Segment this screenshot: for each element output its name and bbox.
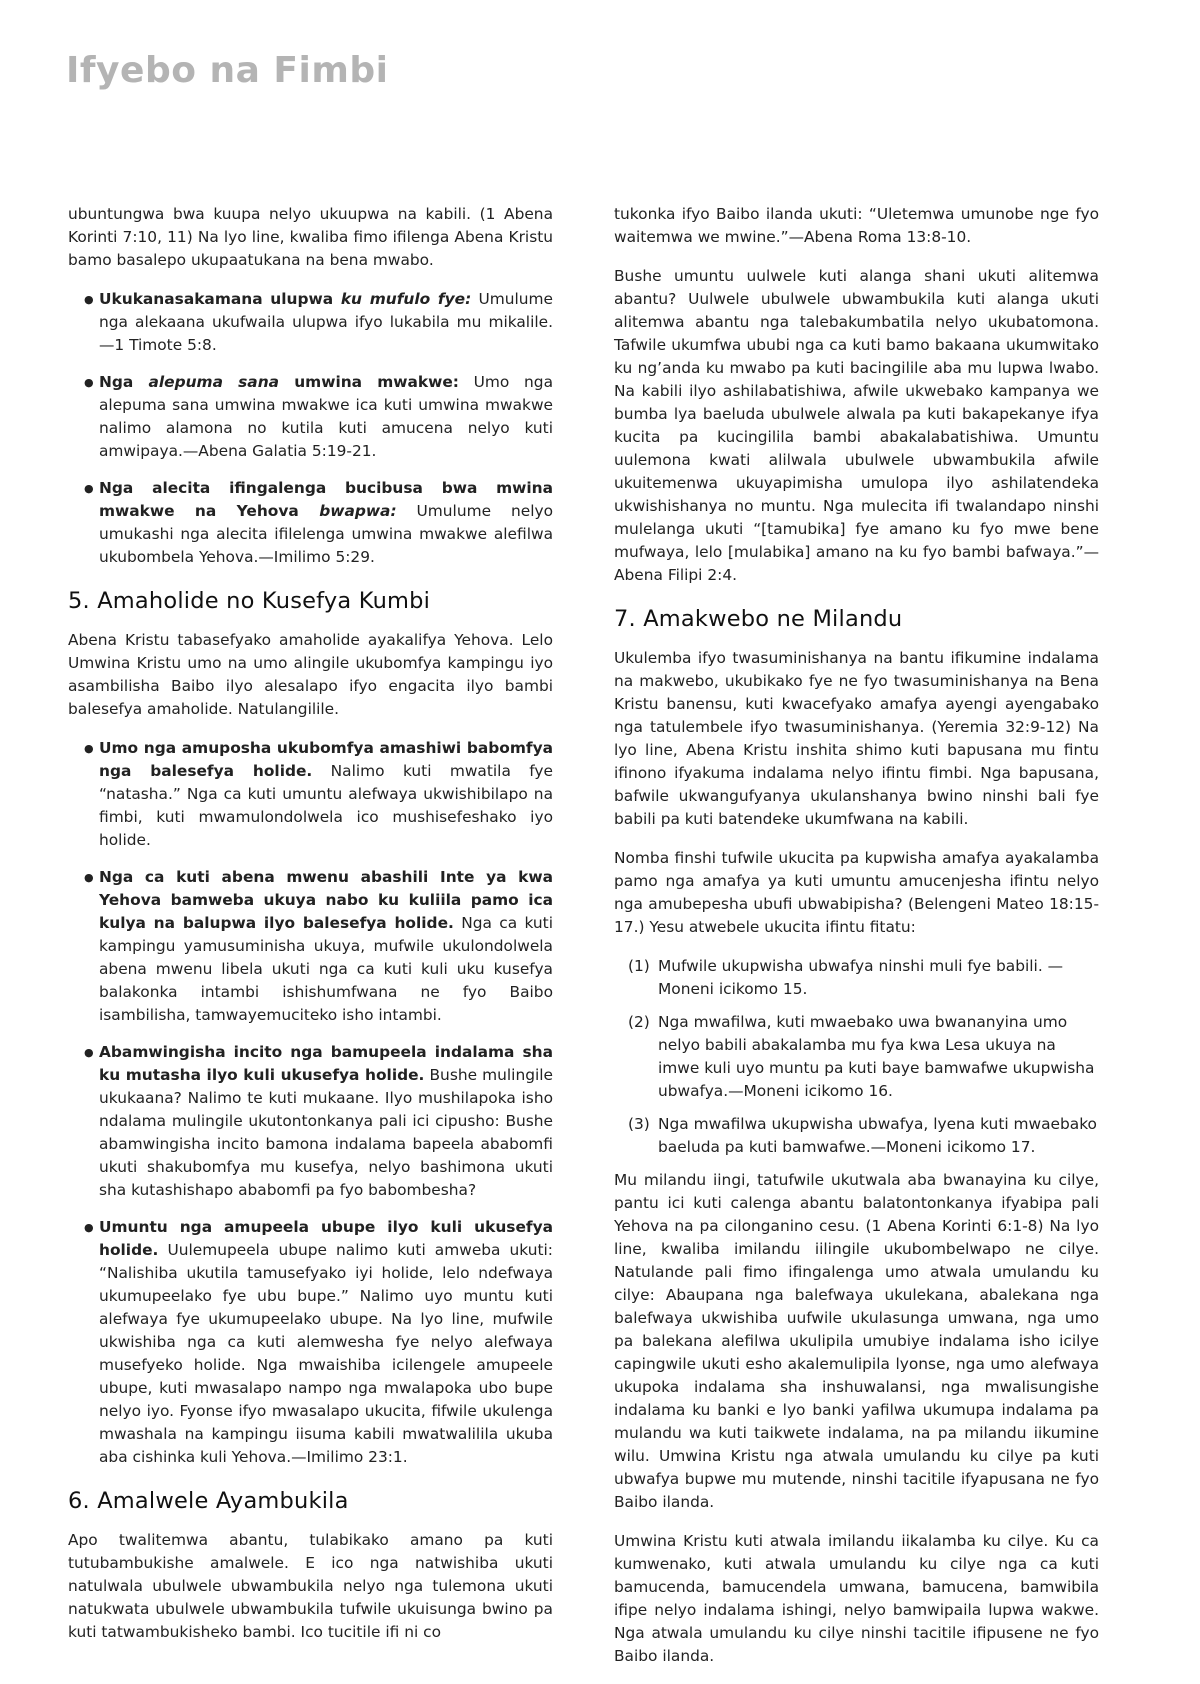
bullet-lead: Abamwingisha incito nga bamupeela indalama sha ku mutasha ilyo kuli ukusefya holide. [99,1043,553,1084]
step-item [628,1011,1099,1103]
bullet-list-holidays [68,737,553,1469]
bullet-lead: Umo nga amuposha ukubomfya amashiwi babomfya nga balesefya holide. [99,739,553,780]
right-column [614,203,1099,1684]
bullet-lead: Nga ca kuti abena mwenu abashili Inte ya kwa Yehova bamweba ukuya nabo ku kuliila pamo ica kulya na balupwa ilyo balesefya holide. [99,868,553,932]
step-item [628,955,1099,1001]
paragraph-diseases-love: Bushe umuntu uulwele kuti alanga shani ukuti alitemwa abantu? Uulwele ubulwele ubwambukila kuti alanga ukuti alitemwa abantu nga talebakumbatila nelyo ukubatomona. Tafwile ukumfwa ububi nga ca kuti bamo bakaana ukumwitako ku ng’anda ku mwabo pa kuti bacingilile aba mu lupwa lwabo. Na kabili ilyo ashilabatishiwa, afwile ukwebako kampanya we bumba lya baeluda ubulwele alwala pa kuti bakapekanye ifya kucita pa kucingilila bambi abakalabatishiwa. Umuntu uulemona kwati alilwala ubulwele ubwambukila afwile ukuitemenwa ukuyapimisha umulopa ilyo ashilatendeka ukwishishanya no muntu. Nga mulecita ifi twalandapo ninshi mulelanga ukuti “[tamubika] fye amano ku fyo mwe bene mufwaya, lelo [mulabika] amano na ku fyo bambi bafwaya.”—Abena Filipi 2:4. [614,267,1099,584]
bullet-text: Nga ca kuti kampingu yamusuminisha ukuya, mufwile ukulondolwela abena mwenu libela ukuti nga ca kuti kuli uku kusefya balakonka intambi ishishumfwana ne fyo Baibo isambilisha, tamwayemuciteko isho intambi. [99,914,553,1024]
section-heading-5: 5. Amaholide no Kusefya Kumbi [68,588,431,614]
bullet-lead-emphasis: bwapwa: [319,502,397,520]
bullet-list-separation [68,288,553,569]
numbered-steps [614,955,1099,1159]
section-heading-6: 6. Amalwele Ayambukila [68,1488,349,1514]
bullet-item [84,1216,553,1469]
bullet-text: Bushe mulingile ukukaana? Nalimo te kuti mukaane. Ilyo mushilapoka isho ndalama mulingile ukutontonkanya pali ici cipusho: Bushe abamwingisha incito bamona indalama bapeela ababomfi ukuti shakubomfya mu kusefya, nelyo bashimona ukuti sha kutashishapo ababomfi pa fyo babombesha? [99,1066,553,1199]
paragraph-problems: Nomba finshi tufwile ukucita pa kupwisha amafya ayakalamba pamo nga amafya ya kuti umuntu amucenjesha ifintu nelyo nga amubepesha ubufi ubwabipisha? (Belengeni Mateo 18:15-17.) Yesu atwebele ukucita ifintu fitatu: [614,849,1099,936]
bullet-item [84,866,553,1027]
bullet-item [84,737,553,852]
bullet-lead-emphasis: ku mufulo fye: [340,290,472,308]
step-text: Mufwile ukupwisha ubwafya ninshi muli fye babili. —Moneni icikomo 15. [658,957,1063,998]
step-number: (3) [628,1115,650,1133]
bullet-text: Uulemupeela ubupe nalimo kuti amweba ukuti: “Nalishiba ukutila tamusefyako iyi holide, lelo ndefwaya ukumupeelako fye ubu bupe.” Nalimo uyo muntu kuti alefwaya fye ukumupeelako ubupe. Na lyo line, mufwile ukwishiba nga ca kuti alemwesha fye nelyo alefwaya musefyeko holide. Nga mwaishiba icilengele amupeele ubupe, kuti mwasalapo nampo nga mwalapoka ubo bupe nelyo iyo. Fyonse ifyo mwasalapo ukucita, fifwile ukulenga mwashala na kampingu iisuma kabili mwatwalilila ukuba aba cishinka kuli Yehova.—Imilimo 23:1. [99,1241,553,1466]
bullet-text: Nalimo kuti mwatila fye “natasha.” Nga ca kuti umuntu alefwaya ukwishibilapo na fimbi, kuti mwamulondolwela ico mushisefeshako iyo holide. [99,762,553,849]
bullet-item [84,1041,553,1202]
paragraph-diseases: Apo twalitemwa abantu, tulabikako amano pa kuti tutubambukishe amalwele. E ico nga natwishiba ukuti natulwala ubulwele ubwambukila nelyo nga tulemona ukuti natukwata ubulwele ubwambukila tufwile ukuisunga bwino pa kuti tatwambukisheko bambi. Ico tucitile ifi ni co [68,1531,553,1641]
paragraph-diseases-continued: tukonka ifyo Baibo ilanda ukuti: “Uletemwa umunobe nge fyo waitemwa we mwine.”—Abena Roma 13:8-10. [614,205,1099,246]
bullet-text: Umulume nga alekaana ukufwaila ulupwa ifyo lukabila mu mikalile.—1 Timote 5:8. [99,290,553,354]
step-number: (2) [628,1013,650,1031]
paragraph-intro: ubuntungwa bwa kuupa nelyo ukuupwa na kabili. (1 Abena Korinti 7:10, 11) Na lyo line, kwaliba fimo ifilenga Abena Kristu bamo basalepo ukupaatukana na bena mwabo. [68,205,553,269]
bullet-text: Umo nga alepuma sana umwina mwakwe ica kuti umwina mwakwe nalimo alamona no kutila kuti amucena nelyo kuti amwipaya.—Abena Galatia 5:19-21. [99,373,553,460]
bullet-lead-tail: umwina mwakwe: [279,373,459,391]
bullet-lead-emphasis: alepuma sana [148,373,280,391]
bullet-lead: Nga [99,373,149,391]
step-text: Nga mwafilwa ukupwisha ubwafya, lyena kuti mwaebako baeluda pa kuti bamwafwe.—Moneni icikomo 17. [658,1115,1097,1156]
bullet-item [84,477,553,569]
bullet-item [84,288,553,357]
paragraph-business: Ukulemba ifyo twasuminishanya na bantu ifikumine indalama na makwebo, ukubikako fye ne fyo twasuminishanya na Bena Kristu banensu, kuti kwacefyako amafya ayengi ayengabako nga tatulembele ifyo twasuminishanya. (Yeremia 32:9-12) Na lyo line, Abena Kristu inshita shimo kuti bapusana mu fintu ifinono ifyakuma indalama nelyo ifintu fimbi. Nga bapusana, bafwile ukwangufyanya ukulanshanya bwino ninshi bali fye babili pa kuti batendeke ukumfwana na kabili. [614,649,1099,828]
section-heading-7: 7. Amakwebo ne Milandu [614,606,903,632]
paragraph-holidays: Abena Kristu tabasefyako amaholide ayakalifya Yehova. Lelo Umwina Kristu umo na umo alingile ukubomfya kampingu iyo asambilisha Baibo ilyo alesalapo ifyo engacita ilyo bambi balesefya amaholide. Natulangilile. [68,631,553,718]
step-number: (1) [628,957,650,975]
step-text: Nga mwafilwa, kuti mwaebako uwa bwananyina umo nelyo babili abakalamba mu fya kwa Lesa ukuya na imwe kuli uyo muntu pa kuti baye bamwafwe ukupwisha ubwafya.—Moneni icikomo 16. [658,1013,1095,1100]
paragraph-serious-cases: Umwina Kristu kuti atwala imilandu iikalamba ku cilye. Ku ca kumwenako, kuti atwala umulandu ku cilye nga ca kuti bamucenda, bamucendela umwana, bamucena, bamwibila ifipe nelyo indalama ishingi, nelyo bamwipaila lupwa wakwe. Nga atwala umulandu ku cilye ninshi tacitile ifipusene ne fyo Baibo ilanda. [614,1532,1099,1665]
step-item [628,1113,1099,1159]
bullet-lead: Nga alecita ifingalenga bucibusa bwa mwina mwakwe na Yehova [99,479,553,520]
bullet-lead: Ukukanasakamana ulupwa [99,290,341,308]
bullet-lead: Umuntu nga amupeela ubupe ilyo kuli ukusefya holide. [99,1218,553,1259]
paragraph-court-cases: Mu milandu iingi, tatufwile ukutwala aba bwanayina ku cilye, pantu ici kuti calenga abantu balatontonkanya ifyabipa pali Yehova na pa cilonganino cesu. (1 Abena Korinti 6:1-8) Na lyo line, kwaliba imilandu iilingile ukubombelwapo ne cilye. Natulande pali fimo ifingalenga umo atwala umulandu ku cilye: Abaupana nga balefwaya ukulekana, abalekana nga balefwaya ukwishiba uufwile ukulasunga umwana, nga umo pa balekana alefilwa ukulipila umubiye indalama isho icilye capingwile ukuti esho akalemulipila lyonse, nga umo alefwaya ukupoka indalama sha inshuwalansi, nga mwalisungishe indalama ku banki e lyo banki yafilwa ukumupa indalama pa mulandu wa kuti taikwete indalama, na pa milandu iikumine wilu. Umwina Kristu nga atwala umulandu ku cilye pa kuti ubwafya bupwe mu mutende, ninshi tacitile ifyapusana ne fyo Baibo ilanda. [614,1171,1099,1511]
left-column [68,203,553,1660]
bullet-text: Umulume nelyo umukashi nga alecita ifilelenga umwina mwakwe alefilwa ukubombela Yehova.—Imilimo 5:29. [99,502,554,566]
running-head: Ifyebo na Fimbi [66,50,389,91]
bullet-item [84,371,553,463]
